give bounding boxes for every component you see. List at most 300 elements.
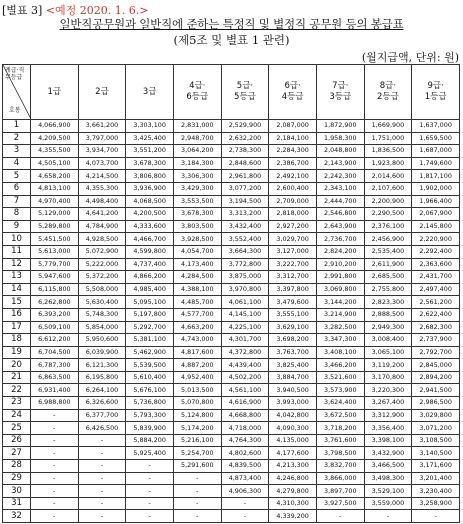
salary-cell: 5,854,000 bbox=[78, 321, 126, 334]
grade-header bbox=[221, 65, 269, 120]
grade-header bbox=[269, 65, 317, 120]
salary-cell: 4,284,500 bbox=[173, 271, 221, 284]
salary-cell: 3,521,600 bbox=[316, 371, 364, 384]
salary-cell: 4,061,100 bbox=[221, 296, 269, 309]
salary-cell: - bbox=[173, 497, 221, 510]
salary-cell: 6,931,400 bbox=[31, 384, 79, 397]
salary-cell: 2,611,900 bbox=[364, 258, 412, 271]
salary-cell: 5,070,800 bbox=[173, 397, 221, 410]
salary-cell: 2,376,100 bbox=[364, 220, 412, 233]
grade-label: 8급· 2등급 bbox=[377, 81, 399, 102]
salary-cell: 2,067,900 bbox=[412, 208, 460, 221]
step-cell: 9 bbox=[3, 220, 31, 233]
salary-cell: 4,764,300 bbox=[221, 434, 269, 447]
step-cell: 23 bbox=[3, 397, 31, 410]
salary-cell: 2,087,000 bbox=[269, 120, 317, 133]
salary-cell: 4,301,700 bbox=[221, 334, 269, 347]
step-cell: 13 bbox=[3, 271, 31, 284]
step-cell: 3 bbox=[3, 145, 31, 158]
salary-cell: 5,539,500 bbox=[126, 359, 174, 372]
salary-cell: 6,426,500 bbox=[78, 422, 126, 435]
salary-cell: - bbox=[78, 460, 126, 473]
table-row bbox=[3, 132, 460, 145]
salary-cell: 3,553,500 bbox=[173, 195, 221, 208]
salary-cell: 4,641,200 bbox=[78, 208, 126, 221]
salary-cell: 5,630,400 bbox=[78, 296, 126, 309]
salary-cell: 3,866,000 bbox=[316, 472, 364, 485]
salary-cell: 3,347,300 bbox=[316, 334, 364, 347]
salary-cell: 5,950,600 bbox=[78, 334, 126, 347]
salary-cell: 2,184,100 bbox=[269, 132, 317, 145]
salary-cell: 2,986,500 bbox=[412, 397, 460, 410]
salary-cell: 3,312,900 bbox=[364, 409, 412, 422]
step-cell: 32 bbox=[3, 510, 31, 523]
salary-cell: 3,194,500 bbox=[221, 195, 269, 208]
table-row bbox=[3, 233, 460, 246]
salary-cell: - bbox=[126, 485, 174, 498]
salary-cell: 3,993,000 bbox=[269, 397, 317, 410]
salary-cell: 3,214,900 bbox=[316, 308, 364, 321]
salary-cell: 5,289,800 bbox=[31, 220, 79, 233]
table-row bbox=[3, 296, 460, 309]
step-cell: 28 bbox=[3, 460, 31, 473]
table-row bbox=[3, 157, 460, 170]
salary-cell: 3,529,100 bbox=[364, 485, 412, 498]
step-cell: 8 bbox=[3, 208, 31, 221]
salary-cell: 4,498,400 bbox=[78, 195, 126, 208]
salary-cell: - bbox=[78, 434, 126, 447]
salary-cell: 2,824,200 bbox=[316, 245, 364, 258]
table-row bbox=[3, 120, 460, 133]
salary-cell: 3,425,400 bbox=[126, 132, 174, 145]
salary-cell: 5,291,600 bbox=[173, 460, 221, 473]
salary-cell: 4,355,300 bbox=[78, 182, 126, 195]
salary-cell: 4,802,600 bbox=[221, 447, 269, 460]
salary-cell: 5,676,100 bbox=[126, 384, 174, 397]
salary-cell: 2,107,600 bbox=[364, 182, 412, 195]
salary-cell: - bbox=[173, 472, 221, 485]
table-row bbox=[3, 371, 460, 384]
table-row bbox=[3, 460, 460, 473]
salary-cell: 6,704,500 bbox=[31, 346, 79, 359]
salary-cell: - bbox=[78, 485, 126, 498]
salary-cell: 5,095,100 bbox=[126, 296, 174, 309]
salary-cell: 4,225,100 bbox=[221, 321, 269, 334]
salary-cell: 2,492,100 bbox=[269, 170, 317, 183]
salary-cell: 4,505,100 bbox=[31, 157, 79, 170]
salary-cell: 3,144,200 bbox=[316, 296, 364, 309]
salary-cell: 3,312,700 bbox=[269, 271, 317, 284]
salary-cell: 3,761,600 bbox=[316, 434, 364, 447]
salary-cell: 3,065,100 bbox=[364, 346, 412, 359]
table-row bbox=[3, 472, 460, 485]
salary-cell: 4,355,500 bbox=[31, 145, 79, 158]
salary-cell: 4,073,700 bbox=[78, 157, 126, 170]
table-row bbox=[3, 182, 460, 195]
salary-cell: 3,029,800 bbox=[412, 409, 460, 422]
step-cell: 10 bbox=[3, 233, 31, 246]
salary-cell: 3,664,300 bbox=[221, 245, 269, 258]
salary-cell: 1,751,000 bbox=[364, 132, 412, 145]
table-row bbox=[3, 321, 460, 334]
step-cell: 19 bbox=[3, 346, 31, 359]
salary-cell: 5,925,400 bbox=[126, 447, 174, 460]
header-row bbox=[3, 65, 460, 120]
salary-cell: 3,940,500 bbox=[269, 384, 317, 397]
step-cell: 2 bbox=[3, 132, 31, 145]
salary-cell: 2,497,400 bbox=[412, 283, 460, 296]
salary-cell: - bbox=[221, 510, 269, 523]
table-row bbox=[3, 308, 460, 321]
salary-cell: 6,612,200 bbox=[31, 334, 79, 347]
salary-cell: 2,818,000 bbox=[269, 208, 317, 221]
salary-cell: 2,831,000 bbox=[173, 120, 221, 133]
salary-cell: 3,282,500 bbox=[316, 321, 364, 334]
step-cell: 16 bbox=[3, 308, 31, 321]
salary-cell: 5,013,500 bbox=[173, 384, 221, 397]
annex-number: [별표 3] bbox=[2, 4, 43, 17]
salary-cell: 3,897,700 bbox=[316, 485, 364, 498]
step-cell: 4 bbox=[3, 157, 31, 170]
step-cell: 21 bbox=[3, 371, 31, 384]
salary-cell: 2,949,300 bbox=[364, 321, 412, 334]
salary-cell: 1,923,800 bbox=[364, 157, 412, 170]
grade-header bbox=[31, 65, 79, 120]
grade-label: 5급· 5등급 bbox=[234, 81, 256, 102]
salary-cell: 2,632,200 bbox=[221, 132, 269, 145]
salary-cell: 5,372,200 bbox=[78, 271, 126, 284]
salary-cell: 3,672,500 bbox=[316, 409, 364, 422]
salary-cell: 3,970,800 bbox=[221, 283, 269, 296]
step-cell: 7 bbox=[3, 195, 31, 208]
grade-label: 2급 bbox=[95, 86, 109, 97]
salary-cell: 3,934,700 bbox=[78, 145, 126, 158]
salary-cell: 3,763,700 bbox=[269, 346, 317, 359]
salary-cell: - bbox=[173, 510, 221, 523]
salary-cell: 3,551,200 bbox=[126, 145, 174, 158]
salary-cell: - bbox=[31, 409, 79, 422]
salary-cell: 2,643,900 bbox=[316, 220, 364, 233]
salary-cell: 4,616,900 bbox=[221, 397, 269, 410]
unit-note: (월지급액, 단위: 원) bbox=[361, 51, 459, 64]
salary-cell: 4,333,600 bbox=[126, 220, 174, 233]
salary-cell: - bbox=[31, 497, 79, 510]
salary-cell: 2,709,000 bbox=[269, 195, 317, 208]
salary-cell: 3,432,400 bbox=[221, 220, 269, 233]
salary-cell: 2,561,200 bbox=[412, 296, 460, 309]
step-cell: 29 bbox=[3, 472, 31, 485]
document-title: 일반직공무원과 일반직에 준하는 특정직 및 별정직 공무원 등의 봉급표 bbox=[59, 17, 404, 31]
salary-cell: 5,462,900 bbox=[126, 346, 174, 359]
salary-cell: 3,108,500 bbox=[412, 434, 460, 447]
corner-cell bbox=[3, 65, 31, 120]
table-row bbox=[3, 334, 460, 347]
salary-cell: 3,127,000 bbox=[269, 245, 317, 258]
salary-cell: 4,658,200 bbox=[31, 170, 79, 183]
salary-cell: 3,479,600 bbox=[269, 296, 317, 309]
grade-header bbox=[126, 65, 174, 120]
salary-cell: 1,872,900 bbox=[316, 120, 364, 133]
salary-cell: 3,832,700 bbox=[316, 460, 364, 473]
table-row bbox=[3, 447, 460, 460]
salary-cell: 3,806,800 bbox=[126, 170, 174, 183]
salary-cell: 4,817,600 bbox=[173, 346, 221, 359]
step-cell: 20 bbox=[3, 359, 31, 372]
salary-cell: 2,292,400 bbox=[412, 245, 460, 258]
salary-cell: 6,393,200 bbox=[31, 308, 79, 321]
salary-cell: 3,258,900 bbox=[412, 497, 460, 510]
step-cell: 24 bbox=[3, 409, 31, 422]
salary-cell: 2,823,300 bbox=[364, 296, 412, 309]
grade-header bbox=[316, 65, 364, 120]
salary-cell: 5,174,200 bbox=[173, 422, 221, 435]
salary-cell: 4,145,100 bbox=[221, 308, 269, 321]
step-cell: 22 bbox=[3, 384, 31, 397]
salary-cell: 3,936,900 bbox=[126, 182, 174, 195]
table-row bbox=[3, 384, 460, 397]
salary-cell: 3,466,200 bbox=[316, 359, 364, 372]
salary-cell: 3,559,000 bbox=[364, 497, 412, 510]
salary-cell: 4,246,800 bbox=[269, 472, 317, 485]
salary-cell: 1,817,100 bbox=[412, 170, 460, 183]
step-cell: 25 bbox=[3, 422, 31, 435]
salary-cell: 4,906,300 bbox=[221, 485, 269, 498]
salary-cell: 2,343,100 bbox=[316, 182, 364, 195]
salary-cell: 5,124,800 bbox=[173, 409, 221, 422]
salary-cell: 6,264,100 bbox=[78, 384, 126, 397]
salary-cell: 3,267,400 bbox=[364, 397, 412, 410]
salary-cell: - bbox=[412, 510, 460, 523]
salary-cell: 2,363,600 bbox=[412, 258, 460, 271]
salary-cell: 4,439,400 bbox=[221, 359, 269, 372]
salary-cell: 3,008,400 bbox=[364, 334, 412, 347]
grade-label: 6급· 4등급 bbox=[281, 81, 304, 102]
salary-cell: 3,678,300 bbox=[173, 208, 221, 221]
salary-cell: 4,066,900 bbox=[31, 120, 79, 133]
salary-cell: 3,222,700 bbox=[269, 258, 317, 271]
salary-cell: 4,372,800 bbox=[221, 346, 269, 359]
salary-cell: 4,214,500 bbox=[78, 170, 126, 183]
salary-cell: 3,797,000 bbox=[78, 132, 126, 145]
salary-cell: - bbox=[31, 460, 79, 473]
salary-cell: 3,875,000 bbox=[221, 271, 269, 284]
salary-cell: 3,119,200 bbox=[364, 359, 412, 372]
salary-cell: - bbox=[126, 472, 174, 485]
grade-header bbox=[364, 65, 412, 120]
table-row bbox=[3, 397, 460, 410]
salary-cell: 2,736,700 bbox=[316, 233, 364, 246]
salary-cell: 2,738,300 bbox=[221, 145, 269, 158]
salary-cell: 2,894,200 bbox=[412, 371, 460, 384]
step-cell: 31 bbox=[3, 497, 31, 510]
salary-cell: - bbox=[364, 510, 412, 523]
salary-cell: 2,792,700 bbox=[412, 346, 460, 359]
salary-cell: - bbox=[31, 510, 79, 523]
table-row bbox=[3, 170, 460, 183]
salary-cell: 3,552,400 bbox=[221, 233, 269, 246]
salary-cell: 2,546,800 bbox=[316, 208, 364, 221]
salary-cell: 4,135,000 bbox=[269, 434, 317, 447]
corner-step-label: 호봉 bbox=[9, 107, 21, 114]
salary-cell: 4,310,300 bbox=[269, 497, 317, 510]
salary-cell: 3,303,100 bbox=[126, 120, 174, 133]
salary-cell: 3,201,400 bbox=[412, 472, 460, 485]
salary-cell: - bbox=[31, 447, 79, 460]
salary-cell: 1,659,500 bbox=[412, 132, 460, 145]
salary-cell: 2,145,800 bbox=[412, 220, 460, 233]
salary-cell: 3,573,900 bbox=[316, 384, 364, 397]
salary-cell: 1,836,500 bbox=[364, 145, 412, 158]
salary-cell: 4,068,500 bbox=[126, 195, 174, 208]
salary-cell: 3,397,800 bbox=[269, 283, 317, 296]
salary-cell: 4,200,500 bbox=[126, 208, 174, 221]
salary-cell: 4,090,300 bbox=[269, 422, 317, 435]
salary-cell: - bbox=[78, 510, 126, 523]
salary-cell: 4,970,400 bbox=[31, 195, 79, 208]
salary-cell: 4,054,700 bbox=[173, 245, 221, 258]
salary-cell: 5,839,900 bbox=[126, 422, 174, 435]
salary-cell: 6,326,600 bbox=[78, 397, 126, 410]
salary-cell: - bbox=[78, 497, 126, 510]
salary-cell: 4,743,000 bbox=[173, 334, 221, 347]
salary-cell: 3,171,600 bbox=[412, 460, 460, 473]
salary-cell: 2,848,600 bbox=[221, 157, 269, 170]
salary-cell: 5,072,900 bbox=[78, 245, 126, 258]
salary-cell: 3,077,200 bbox=[221, 182, 269, 195]
table-row bbox=[3, 271, 460, 284]
salary-cell: 3,306,300 bbox=[173, 170, 221, 183]
table-row bbox=[3, 510, 460, 523]
salary-cell: 3,220,300 bbox=[364, 384, 412, 397]
salary-cell: 3,069,800 bbox=[316, 283, 364, 296]
table-row bbox=[3, 359, 460, 372]
salary-cell: 2,535,400 bbox=[364, 245, 412, 258]
table-row bbox=[3, 422, 460, 435]
salary-cell: 4,663,200 bbox=[173, 321, 221, 334]
salary-cell: 4,668,800 bbox=[221, 409, 269, 422]
salary-cell: 3,555,100 bbox=[269, 308, 317, 321]
salary-cell: 2,682,300 bbox=[412, 321, 460, 334]
salary-cell: 4,813,100 bbox=[31, 182, 79, 195]
salary-cell: 3,927,500 bbox=[316, 497, 364, 510]
salary-cell: 5,129,000 bbox=[31, 208, 79, 221]
salary-cell: 2,529,900 bbox=[221, 120, 269, 133]
table-row bbox=[3, 346, 460, 359]
salary-cell: 6,262,800 bbox=[31, 296, 79, 309]
step-cell: 15 bbox=[3, 296, 31, 309]
salary-cell: 4,839,500 bbox=[221, 460, 269, 473]
salary-cell: 5,779,700 bbox=[31, 258, 79, 271]
salary-cell: 3,356,400 bbox=[364, 422, 412, 435]
salary-cell: 4,599,800 bbox=[126, 245, 174, 258]
salary-cell: 1,687,000 bbox=[412, 145, 460, 158]
salary-cell: 5,381,100 bbox=[126, 334, 174, 347]
salary-cell: 5,613,000 bbox=[31, 245, 79, 258]
salary-cell: 2,910,200 bbox=[316, 258, 364, 271]
salary-cell: 4,177,600 bbox=[269, 447, 317, 460]
salary-cell: 5,793,300 bbox=[126, 409, 174, 422]
step-cell: 6 bbox=[3, 182, 31, 195]
salary-cell: 3,803,500 bbox=[173, 220, 221, 233]
salary-cell: 4,866,200 bbox=[126, 271, 174, 284]
grade-label: 9급· 1등급 bbox=[424, 81, 447, 102]
step-cell: 26 bbox=[3, 434, 31, 447]
salary-cell: 2,290,500 bbox=[364, 208, 412, 221]
table-row bbox=[3, 195, 460, 208]
salary-cell: 3,928,500 bbox=[173, 233, 221, 246]
grade-label: 4급· 6등급 bbox=[186, 81, 209, 102]
salary-cell: 2,444,700 bbox=[316, 195, 364, 208]
salary-cell: - bbox=[126, 510, 174, 523]
salary-cell: - bbox=[126, 460, 174, 473]
salary-cell: 3,429,300 bbox=[173, 182, 221, 195]
salary-cell: 3,071,200 bbox=[412, 422, 460, 435]
salary-cell: 4,339,200 bbox=[269, 510, 317, 523]
salary-cell: 6,988,800 bbox=[31, 397, 79, 410]
salary-cell: 4,873,400 bbox=[221, 472, 269, 485]
table-row bbox=[3, 409, 460, 422]
salary-cell: 3,629,100 bbox=[269, 321, 317, 334]
revision-note: <예정 2020. 1. 6.> bbox=[45, 4, 149, 17]
salary-cell: 2,845,000 bbox=[412, 359, 460, 372]
salary-cell: 2,242,300 bbox=[316, 170, 364, 183]
salary-cell: 6,377,700 bbox=[78, 409, 126, 422]
salary-cell: 4,209,500 bbox=[31, 132, 79, 145]
salary-cell: - bbox=[31, 472, 79, 485]
grade-label: 7급· 3등급 bbox=[329, 81, 352, 102]
salary-cell: 3,624,400 bbox=[316, 397, 364, 410]
salary-cell: 5,947,600 bbox=[31, 271, 79, 284]
salary-cell: 3,718,200 bbox=[316, 422, 364, 435]
salary-cell: 3,230,400 bbox=[412, 485, 460, 498]
salary-cell: 3,432,900 bbox=[364, 447, 412, 460]
salary-cell: 5,451,500 bbox=[31, 233, 79, 246]
salary-cell: 4,784,900 bbox=[78, 220, 126, 233]
salary-cell: 2,386,700 bbox=[269, 157, 317, 170]
salary-cell: 4,213,300 bbox=[269, 460, 317, 473]
salary-cell: 5,216,100 bbox=[173, 434, 221, 447]
salary-cell: 2,991,800 bbox=[316, 271, 364, 284]
salary-cell: - bbox=[31, 434, 79, 447]
salary-cell: 3,661,200 bbox=[78, 120, 126, 133]
salary-cell: 2,600,400 bbox=[269, 182, 317, 195]
salary-cell: 6,039,900 bbox=[78, 346, 126, 359]
table-row bbox=[3, 145, 460, 158]
grade-header bbox=[173, 65, 221, 120]
table-row bbox=[3, 485, 460, 498]
grade-header bbox=[412, 65, 460, 120]
salary-cell: 2,755,800 bbox=[364, 283, 412, 296]
salary-cell: 1,637,000 bbox=[412, 120, 460, 133]
salary-cell: 3,825,400 bbox=[269, 359, 317, 372]
table-row bbox=[3, 283, 460, 296]
salary-cell: - bbox=[78, 447, 126, 460]
salary-cell: 2,014,600 bbox=[364, 170, 412, 183]
salary-cell: - bbox=[78, 472, 126, 485]
step-cell: 14 bbox=[3, 283, 31, 296]
table-row bbox=[3, 208, 460, 221]
salary-cell: 3,798,500 bbox=[316, 447, 364, 460]
salary-cell: 5,197,800 bbox=[126, 308, 174, 321]
table-row bbox=[3, 258, 460, 271]
salary-cell: 2,048,800 bbox=[316, 145, 364, 158]
salary-cell: 4,718,000 bbox=[221, 422, 269, 435]
salary-cell: 2,927,200 bbox=[269, 220, 317, 233]
salary-cell: 1,902,000 bbox=[412, 182, 460, 195]
salary-cell: 2,220,900 bbox=[412, 233, 460, 246]
salary-cell: 3,184,300 bbox=[173, 157, 221, 170]
salary-rows bbox=[3, 120, 460, 523]
